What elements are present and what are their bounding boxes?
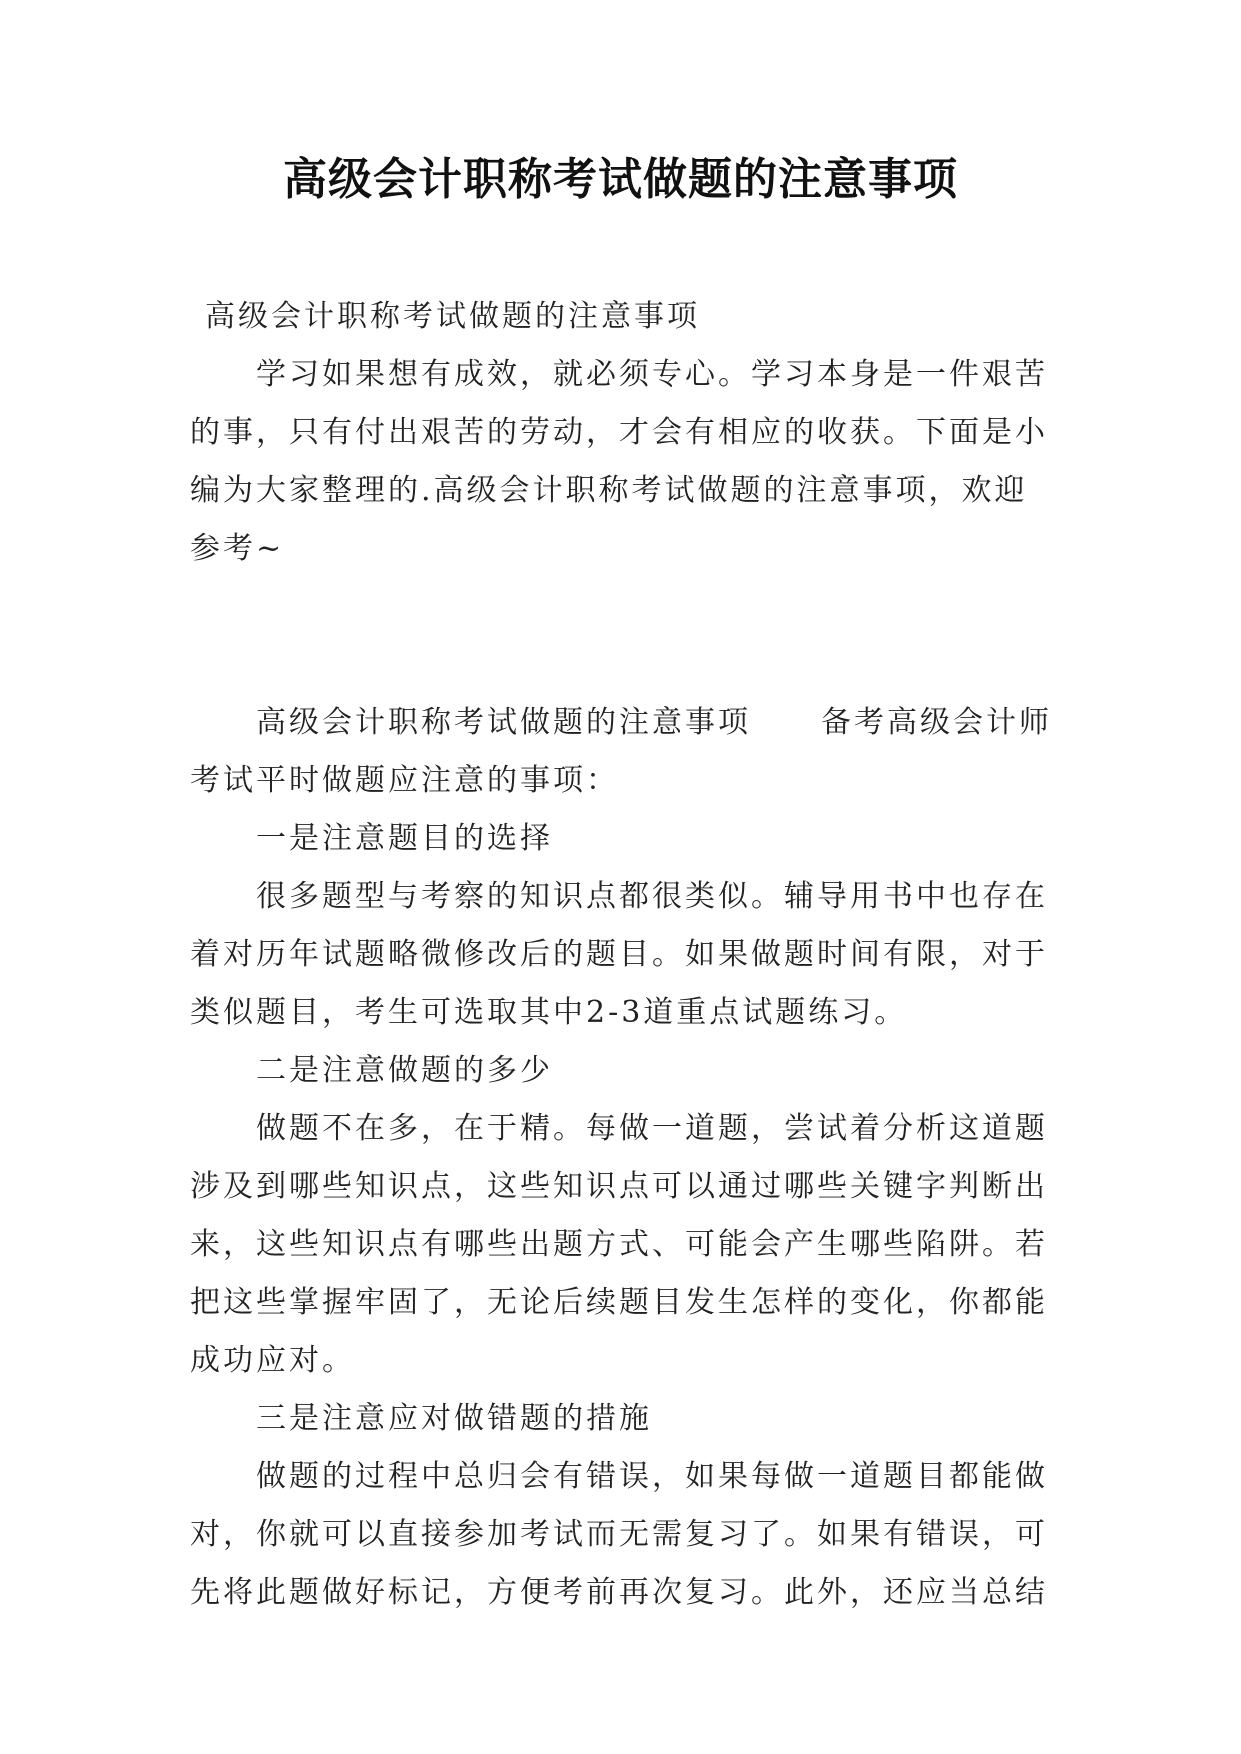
section-heading-b: 备考高级会计师考试平时做题应注意的事项：: [190, 705, 1052, 798]
document-title: 高级会计职称考试做题的注意事项: [283, 154, 958, 205]
point3-heading: 三是注意应对做错题的措施: [256, 1401, 652, 1436]
point1-heading: 一是注意题目的选择: [256, 821, 553, 856]
intro-paragraph: 学习如果想有成效，就必须专心。学习本身是一件艰苦的事，只有付出艰苦的劳动，才会有相应的收获。下面是小编为大家整理的.高级会计职称考试做题的注意事项，欢迎参考~: [190, 357, 1048, 566]
point2-body: 做题不在多，在于精。每做一道题，尝试着分析这道题涉及到哪些知识点，这些知识点可以通过哪些关键字判断出来，这些知识点有哪些出题方式、可能会产生哪些陷阱。若把这些掌握牢固了，无论后续题目发生怎样的变化，你都能成功应对。: [190, 1111, 1048, 1378]
point3-body: 做题的过程中总归会有错误，如果每做一道题目都能做对，你就可以直接参加考试而无需复习了。如果有错误，可先将此题做好标记，方便考前再次复习。此外，还应当总结: [190, 1459, 1048, 1610]
document-subtitle: 高级会计职称考试做题的注意事项: [205, 299, 700, 334]
point2-heading: 二是注意做题的多少: [256, 1053, 553, 1088]
point1-body: 很多题型与考察的知识点都很类似。辅导用书中也存在着对历年试题略微修改后的题目。如果做题时间有限，对于类似题目，考生可选取其中2-3道重点试题练习。: [190, 879, 1048, 1030]
section-heading-paragraph: [190, 694, 1055, 810]
document-body: [190, 288, 1055, 1622]
section-heading-a: 高级会计职称考试做题的注意事项: [256, 705, 751, 740]
paragraph-spacer: [190, 578, 1055, 694]
